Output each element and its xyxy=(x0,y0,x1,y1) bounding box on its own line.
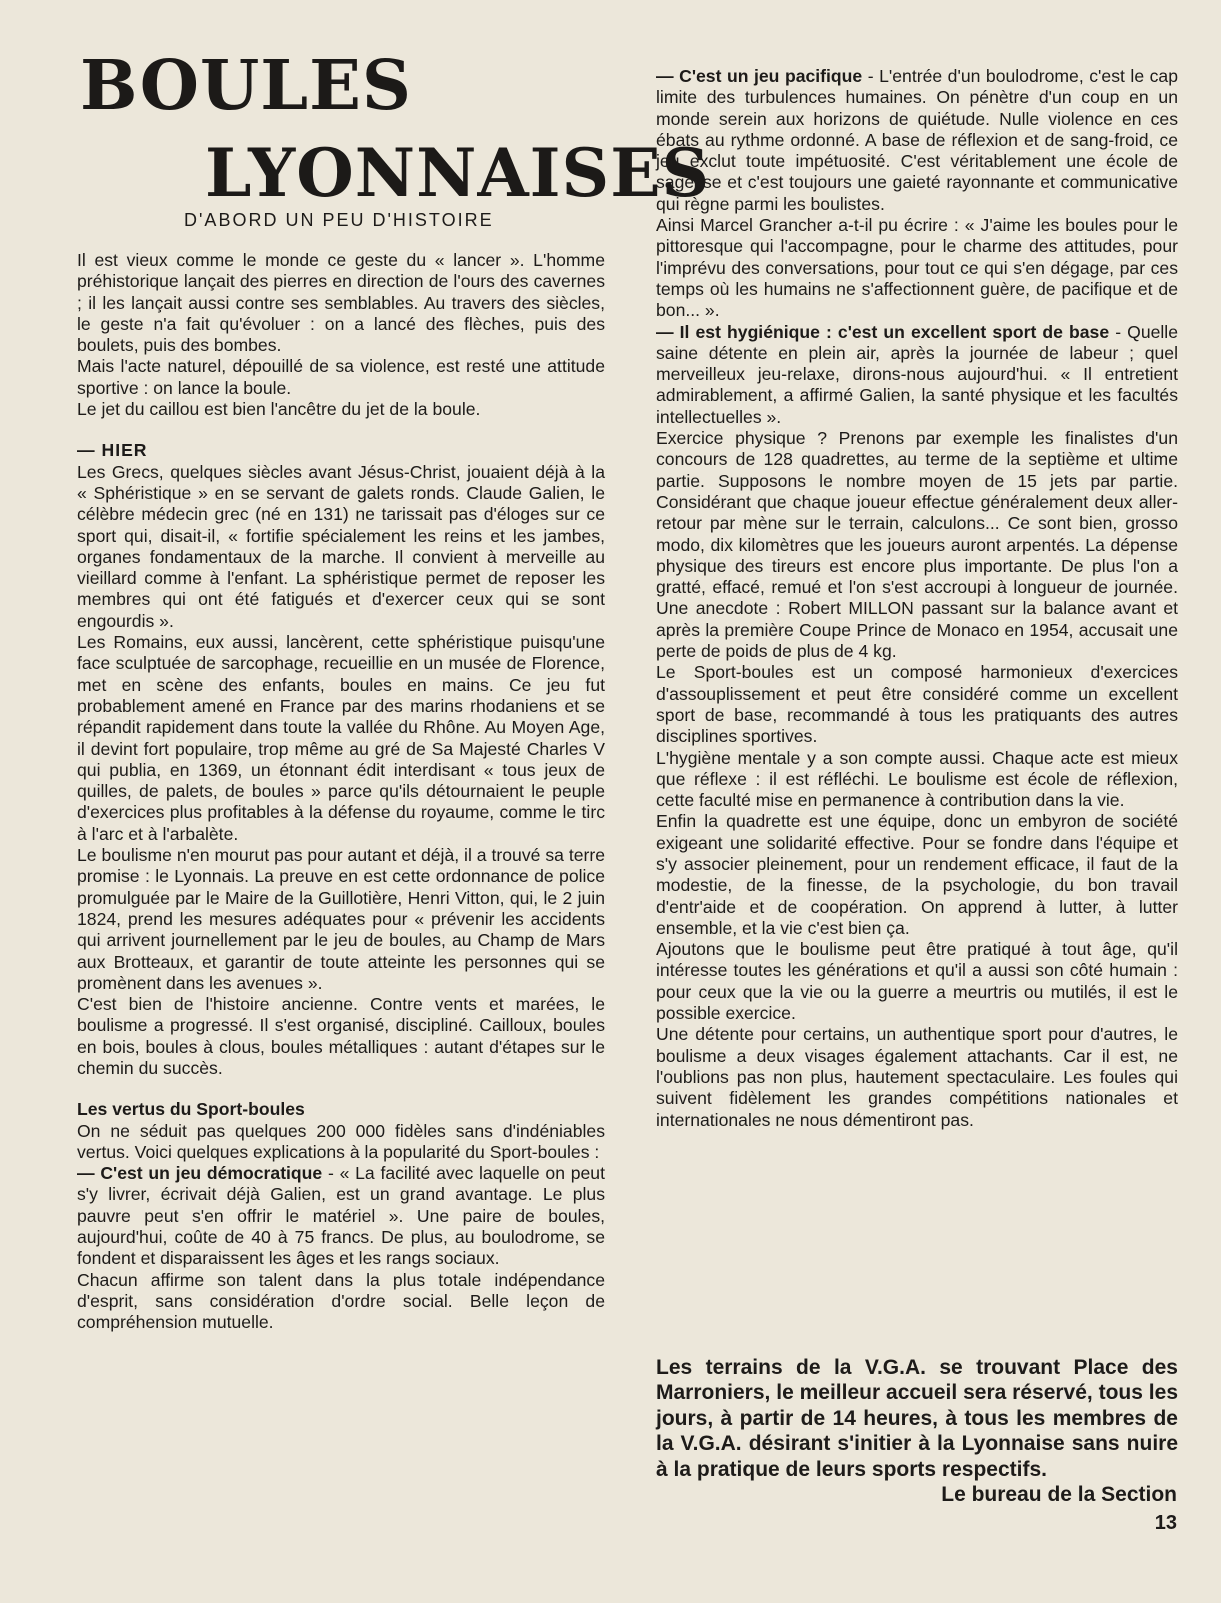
title-line-1: BOULES xyxy=(80,46,413,126)
subtitle: D'ABORD UN PEU D'HISTOIRE xyxy=(184,210,494,230)
hygienic-text: - Quelle saine détente en plein air, après la journée de labeur ; quel merveilleux jeu-relaxe, dirons-nous aujourd'hui. « Il entretient admirablement, a affirmé Galien, la santé physique et les facultés intellectuelles ». xyxy=(656,321,1178,427)
hier-heading: — HIER xyxy=(77,440,148,461)
vertus-heading: Les vertus du Sport-boules xyxy=(77,1099,305,1120)
announcement: Les terrains de la V.G.A. se trouvant Place des Marroniers, le meilleur accueil sera réservé, tous les jours, à partir de 14 heures, à tous les membres de la V.G.A. désirant s'initier à la Lyonnaise sans nuire à la pratique de leurs sports respectifs. xyxy=(656,1356,1178,1481)
left-column xyxy=(77,250,605,1334)
hygienic-paragraph-7: Une détente pour certains, un authentique sport pour d'autres, le boulisme a deux visages également attachants. Car il est, ne l'oublions pas non plus, hautement spectaculaire. Les foules qui suivent fidèlement les grandes compétitions nationales et internationales ne nous démentiront pas. xyxy=(656,1024,1178,1130)
hygienic-lead: — Il est hygiénique : c'est un excellent sport de base xyxy=(656,321,1110,342)
democratic-paragraph xyxy=(77,1163,605,1269)
hygienic-paragraph xyxy=(656,322,1178,428)
hygienic-paragraph-4: L'hygiène mentale y a son compte aussi. Chaque acte est mieux que réflexe : il est réfléchi. Le boulisme est école de réflexion, cette faculté mise en permanence à contribution dans la vie. xyxy=(656,747,1178,811)
intro-paragraph-2: Mais l'acte naturel, dépouillé de sa violence, est resté une attitude sportive : on lance la boule. xyxy=(77,356,605,398)
democratic-text: - « La facilité avec laquelle on peut s'y livrer, écrivait déjà Galien, est un grand avantage. Le plus pauvre peut s'en offrir le matériel ». Une paire de boules, aujourd'hui, coûte de 40 à 75 francs. De plus, au boulodrome, se fondent et disparaissent les âges et les rangs sociaux. xyxy=(77,1163,605,1269)
hier-paragraph-1: Les Grecs, quelques siècles avant Jésus-Christ, jouaient déjà à la « Sphéristique » en se servant de galets ronds. Claude Galien, le célèbre médecin grec (né en 131) ne tarissait pas d'éloges sur ce sport qui, disait-il, « fortifie spécialement les reins et les jambes, organes fondamentaux de la marche. Il convient à merveille au vieillard comme à l'enfant. La sphéristique permet de reposer les membres qui ont été fatigués et d'exercer ceux qui se sont engourdis ». xyxy=(77,461,605,631)
right-column xyxy=(656,66,1178,1131)
hygienic-paragraph-5: Enfin la quadrette est une équipe, donc un embyron de société exigeant une solidarité effective. Pour se fondre dans l'équipe et s'y associer pleinement, pour un rendement efficace, il faut de la modestie, de la finesse, de la psychologie, du bon travail d'entr'aide et de coopération. On apprend à lutter, à lutter ensemble, et la vie c'est bien ça. xyxy=(656,811,1178,938)
hier-paragraph-3: Le boulisme n'en mourut pas pour autant et déjà, il a trouvé sa terre promise : le Lyonnais. La preuve en est cette ordonnance de police promulguée par le Maire de la Guillotière, Henri Vitton, qui, le 2 juin 1824, prend les mesures adéquates pour « prévenir les accidents qui arrivent journellement par le jeu de boules, au Champ de Mars aux Brotteaux, et garantir de toute atteinte les personnes qui se promènent dans les avenues ». xyxy=(77,845,605,993)
hier-paragraph-2: Les Romains, eux aussi, lancèrent, cette sphéristique puisqu'une face sculptuée de sarcophage, recueillie en un musée de Florence, met en scène des enfants, boules en mains. Ce jeu fut probablement amené en France par des marins rhodaniens et se répandit rapidement dans toute la vallée du Rhône. Au Moyen Age, il devint fort populaire, trop même au gré de Sa Majesté Charles V qui publia, en 1369, un étonnant édit interdisant « tous jeux de quilles, de palets, de boules » parce qu'ils détournaient le peuple d'exercices plus profitables à la défense du royaume, comme le tirc à l'arc et à l'arbalète. xyxy=(77,632,605,844)
hygienic-paragraph-3: Le Sport-boules est un composé harmonieux d'exercices d'assouplissement et peut être considéré comme un excellent sport de base, recommandé à tous les pratiquants des autres disciplines sportives. xyxy=(656,662,1178,747)
hygienic-paragraph-2: Exercice physique ? Prenons par exemple les finalistes d'un concours de 128 quadrettes, au terme de la septième et ultime partie. Supposons le nombre moyen de 15 jets par partie. Considérant que chaque joueur effectue généralement deux aller-retour par mène sur le terrain, calculons... Ce sont bien, grosso modo, dix kilomètres que les joueurs auront arpentés. La dépense physique des tireurs est encore plus importante. De plus l'on a gratté, effacé, remué et l'on s'est accroupi à longueur de journée. Une anecdote : Robert MILLON passant sur la balance avant et après la première Coupe Prince de Monaco en 1954, accusait une perte de poids de plus de 4 kg. xyxy=(656,428,1178,662)
hier-paragraph-4: C'est bien de l'histoire ancienne. Contre vents et marées, le boulisme a progressé. Il s'est organisé, discipliné. Cailloux, boules en bois, boules à clous, boules métalliques : autant d'étapes sur le chemin du succès. xyxy=(77,994,605,1078)
page-number: 13 xyxy=(1154,1512,1177,1534)
democratic-paragraph-2: Chacun affirme son talent dans la plus totale indépendance d'esprit, sans considération d'ordre social. Belle leçon de compréhension mutuelle. xyxy=(77,1269,605,1333)
signature: Le bureau de la Section xyxy=(941,1483,1177,1506)
pacific-paragraph xyxy=(656,66,1178,215)
democratic-lead: — C'est un jeu démocratique xyxy=(77,1163,323,1184)
vertus-paragraph-1: On ne séduit pas quelques 200 000 fidèles sans d'indéniables vertus. Voici quelques explications à la popularité du Sport-boules : xyxy=(77,1120,605,1162)
hygienic-paragraph-6: Ajoutons que le boulisme peut être pratiqué à tout âge, qu'il intéresse toutes les générations et qu'il a aussi son côté humain : pour ceux que la vie ou la guerre a meurtris ou mutilés, il est le possible exercice. xyxy=(656,939,1178,1024)
title-line-2: LYONNAISES xyxy=(205,134,711,212)
pacific-paragraph-2: Ainsi Marcel Grancher a-t-il pu écrire : « J'aime les boules pour le pittoresque qui l'accompagne, pour le charme des attitudes, pour l'imprévu des conversations, pour tout ce qui s'en dégage, par ces temps où les humains ne s'affectionnent guère, de pacifique et de bon... ». xyxy=(656,215,1178,321)
pacific-lead: — C'est un jeu pacifique xyxy=(656,66,863,86)
intro-paragraph-1: Il est vieux comme le monde ce geste du « lancer ». L'homme préhistorique lançait des pierres en direction de l'ours des cavernes ; il les lançait aussi contre ses semblables. Au travers des siècles, le geste n'a fait qu'évoluer : on a lancé des flèches, puis des boulets, puis des bombes. xyxy=(77,250,605,356)
intro-paragraph-3: Le jet du caillou est bien l'ancêtre du jet de la boule. xyxy=(77,399,481,420)
pacific-text: - L'entrée d'un boulodrome, c'est le cap limite des turbulences humaines. On pénètre d'un coup en un monde serein aux horizons de quiétude. Nulle violence en ces ébats au rythme ordonné. A base de réflexion et de sang-froid, ce jeu exclut toute impétuosité. C'est véritablement une école de sagesse et c'est toujours une gaieté rayonnante et communicative qui règne parmi les boulistes. xyxy=(656,66,1179,214)
